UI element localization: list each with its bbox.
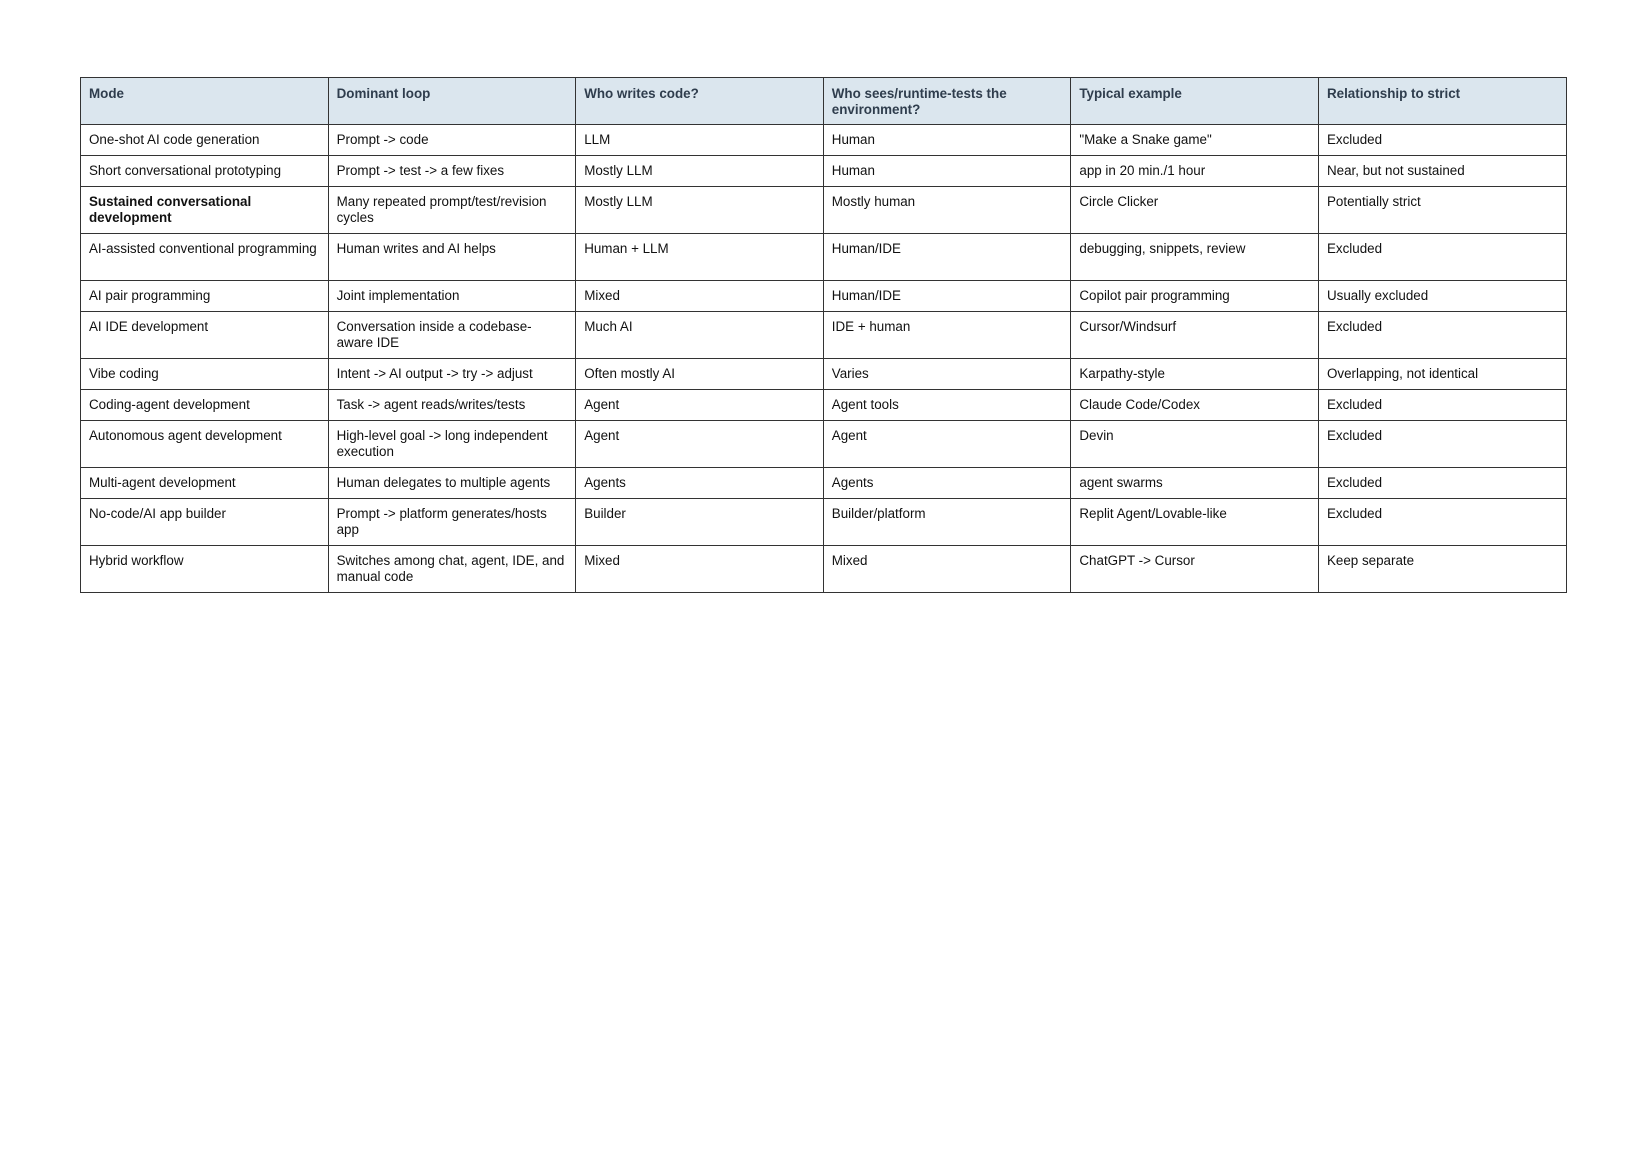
- cell-relationship: Excluded: [1318, 234, 1566, 281]
- cell-mode: AI-assisted conventional programming: [81, 234, 329, 281]
- cell-relationship: Potentially strict: [1318, 187, 1566, 234]
- cell-relationship: Keep separate: [1318, 546, 1566, 593]
- development-modes-table: [80, 77, 1567, 593]
- cell-who-tests: Human: [823, 125, 1071, 156]
- table-row: [81, 421, 1567, 468]
- header-relationship: Relationship to strict: [1318, 78, 1566, 125]
- cell-who-writes-code: Mostly LLM: [576, 156, 824, 187]
- cell-typical-example: ChatGPT -> Cursor: [1071, 546, 1319, 593]
- cell-who-tests: IDE + human: [823, 312, 1071, 359]
- table-row: [81, 312, 1567, 359]
- cell-relationship: Overlapping, not identical: [1318, 359, 1566, 390]
- cell-typical-example: Replit Agent/Lovable-like: [1071, 499, 1319, 546]
- table-row: [81, 156, 1567, 187]
- cell-dominant-loop: Prompt -> platform generates/hosts app: [328, 499, 576, 546]
- cell-typical-example: Cursor/Windsurf: [1071, 312, 1319, 359]
- cell-dominant-loop: Conversation inside a codebase-aware IDE: [328, 312, 576, 359]
- cell-dominant-loop: Prompt -> test -> a few fixes: [328, 156, 576, 187]
- cell-relationship: Near, but not sustained: [1318, 156, 1566, 187]
- table-row: [81, 359, 1567, 390]
- cell-typical-example: Circle Clicker: [1071, 187, 1319, 234]
- cell-who-writes-code: Builder: [576, 499, 824, 546]
- cell-dominant-loop: Human delegates to multiple agents: [328, 468, 576, 499]
- cell-who-writes-code: Much AI: [576, 312, 824, 359]
- cell-who-writes-code: LLM: [576, 125, 824, 156]
- cell-who-tests: Varies: [823, 359, 1071, 390]
- cell-who-tests: Builder/platform: [823, 499, 1071, 546]
- cell-who-tests: Agents: [823, 468, 1071, 499]
- cell-mode: Coding-agent development: [81, 390, 329, 421]
- cell-dominant-loop: Joint implementation: [328, 281, 576, 312]
- cell-typical-example: Karpathy-style: [1071, 359, 1319, 390]
- cell-who-tests: Agent: [823, 421, 1071, 468]
- cell-who-writes-code: Agent: [576, 390, 824, 421]
- table-header-row: [81, 78, 1567, 125]
- cell-mode: AI IDE development: [81, 312, 329, 359]
- cell-who-writes-code: Agent: [576, 421, 824, 468]
- cell-typical-example: Copilot pair programming: [1071, 281, 1319, 312]
- cell-mode: One-shot AI code generation: [81, 125, 329, 156]
- cell-who-writes-code: Mixed: [576, 546, 824, 593]
- cell-typical-example: debugging, snippets, review: [1071, 234, 1319, 281]
- cell-typical-example: app in 20 min./1 hour: [1071, 156, 1319, 187]
- header-dominant-loop: Dominant loop: [328, 78, 576, 125]
- cell-mode: AI pair programming: [81, 281, 329, 312]
- cell-who-writes-code: Human + LLM: [576, 234, 824, 281]
- cell-relationship: Usually excluded: [1318, 281, 1566, 312]
- cell-typical-example: Devin: [1071, 421, 1319, 468]
- cell-dominant-loop: Task -> agent reads/writes/tests: [328, 390, 576, 421]
- header-typical-example: Typical example: [1071, 78, 1319, 125]
- document-page: [80, 77, 1566, 593]
- cell-relationship: Excluded: [1318, 499, 1566, 546]
- cell-who-tests: Human/IDE: [823, 281, 1071, 312]
- cell-who-writes-code: Often mostly AI: [576, 359, 824, 390]
- cell-typical-example: "Make a Snake game": [1071, 125, 1319, 156]
- cell-relationship: Excluded: [1318, 312, 1566, 359]
- table-row: [81, 390, 1567, 421]
- cell-relationship: Excluded: [1318, 421, 1566, 468]
- cell-mode: Short conversational prototyping: [81, 156, 329, 187]
- cell-who-tests: Mixed: [823, 546, 1071, 593]
- table-row: [81, 187, 1567, 234]
- table-row: [81, 125, 1567, 156]
- cell-who-writes-code: Mostly LLM: [576, 187, 824, 234]
- cell-mode: Vibe coding: [81, 359, 329, 390]
- cell-who-writes-code: Mixed: [576, 281, 824, 312]
- table-row: [81, 499, 1567, 546]
- cell-who-tests: Human: [823, 156, 1071, 187]
- cell-mode: Multi-agent development: [81, 468, 329, 499]
- cell-dominant-loop: Intent -> AI output -> try -> adjust: [328, 359, 576, 390]
- cell-who-tests: Mostly human: [823, 187, 1071, 234]
- cell-who-writes-code: Agents: [576, 468, 824, 499]
- header-who-tests: Who sees/runtime-tests the environment?: [823, 78, 1071, 125]
- cell-who-tests: Agent tools: [823, 390, 1071, 421]
- cell-dominant-loop: High-level goal -> long independent execution: [328, 421, 576, 468]
- cell-dominant-loop: Prompt -> code: [328, 125, 576, 156]
- table-row: [81, 468, 1567, 499]
- cell-relationship: Excluded: [1318, 125, 1566, 156]
- cell-mode: Hybrid workflow: [81, 546, 329, 593]
- header-mode: Mode: [81, 78, 329, 125]
- table-row: [81, 546, 1567, 593]
- cell-mode: Sustained conversational development: [81, 187, 329, 234]
- cell-dominant-loop: Switches among chat, agent, IDE, and manual code: [328, 546, 576, 593]
- cell-who-tests: Human/IDE: [823, 234, 1071, 281]
- cell-mode: Autonomous agent development: [81, 421, 329, 468]
- cell-relationship: Excluded: [1318, 468, 1566, 499]
- cell-dominant-loop: Many repeated prompt/test/revision cycles: [328, 187, 576, 234]
- table-row: [81, 281, 1567, 312]
- cell-typical-example: Claude Code/Codex: [1071, 390, 1319, 421]
- cell-relationship: Excluded: [1318, 390, 1566, 421]
- table-row: [81, 234, 1567, 281]
- cell-dominant-loop: Human writes and AI helps: [328, 234, 576, 281]
- header-who-writes-code: Who writes code?: [576, 78, 824, 125]
- cell-typical-example: agent swarms: [1071, 468, 1319, 499]
- cell-mode: No-code/AI app builder: [81, 499, 329, 546]
